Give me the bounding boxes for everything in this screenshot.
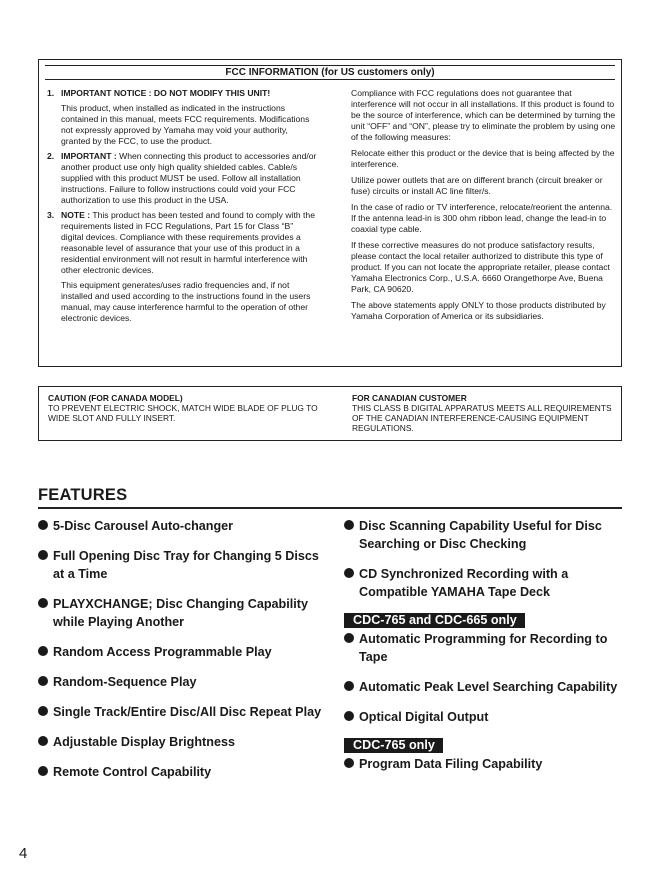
feature-text: Disc Scanning Capability Useful for Disc Searching or Disc Checking	[359, 519, 602, 551]
feature-text: Full Opening Disc Tray for Changing 5 Discs at a Time	[53, 549, 319, 581]
feature-text: Optical Digital Output	[359, 710, 489, 724]
bullet-icon	[38, 676, 48, 686]
bullet-icon	[38, 736, 48, 746]
canadian-customer-body: THIS CLASS B DIGITAL APPARATUS MEETS ALL REQUIREMENTS OF THE CANADIAN INTERFERENCE-CAUSING EQUIPMENT REGULATIONS.	[352, 403, 612, 433]
features-left-column	[38, 517, 328, 793]
bullet-icon	[344, 758, 354, 768]
fcc-paragraph: If these corrective measures do not produce satisfactory results, please contact the local retailer authorized to distribute this type of product. If you can not locate the appropriate retailer, please contact Yamaha Electronics Corp., U.S.A. 6660 Orangethorpe Ave, Buena Park, CA 90620.	[351, 240, 610, 294]
fcc-paragraph: Compliance with FCC regulations does not guarantee that interference will not occur in all installations. If this product is found to be the source of interference, which can be determined by turning the unit “OFF” and “ON”, please try to eliminate the problem by using one of the following measures:	[351, 88, 616, 142]
feature-text: Automatic Peak Level Searching Capability	[359, 680, 618, 694]
feature-item	[38, 733, 328, 751]
feature-text: Random-Sequence Play	[53, 675, 197, 689]
fcc-paragraph: In the case of radio or TV interference, relocate/reorient the antenna. If the antenna lead-in is 300 ohm ribbon lead, change the lead-in to coaxial type cable.	[351, 202, 613, 234]
feature-text: Adjustable Display Brightness	[53, 735, 235, 749]
page-number: 4	[19, 845, 28, 862]
feature-item	[344, 678, 629, 696]
bullet-icon	[38, 766, 48, 776]
fcc-item-number: 3.	[47, 210, 55, 220]
fcc-item-number: 2.	[47, 151, 55, 161]
feature-item	[38, 673, 328, 691]
bullet-icon	[38, 598, 48, 608]
fcc-item-number: 1.	[47, 88, 55, 98]
fcc-notice-item	[47, 210, 317, 324]
feature-item	[344, 755, 629, 773]
feature-text: Automatic Programming for Recording to Tape	[359, 632, 608, 664]
feature-text: PLAYXCHANGE; Disc Changing Capability while Playing Another	[53, 597, 308, 629]
bullet-icon	[38, 706, 48, 716]
bullet-icon	[344, 633, 354, 643]
fcc-item-lead: IMPORTANT :	[61, 151, 117, 161]
canadian-customer-notice	[352, 393, 620, 433]
fcc-notice-list	[47, 88, 317, 328]
fcc-paragraph: Relocate either this product or the device that is being affected by the interference.	[351, 148, 615, 169]
fcc-item-lead: IMPORTANT NOTICE : DO NOT MODIFY THIS UNIT!	[61, 88, 271, 98]
feature-text: Single Track/Entire Disc/All Disc Repeat Play	[53, 705, 322, 719]
fcc-item-lead: NOTE :	[61, 210, 91, 220]
feature-item	[38, 547, 328, 583]
fcc-item-body: When connecting this product to accessories and/or another product use only high quality shielded cables. Cable/s supplied with this product MUST be used. Follow all installation instructions. Failure to follow instructions could void your FCC authorization to use this product in the USA.	[61, 151, 317, 205]
feature-text: Random Access Programmable Play	[53, 645, 272, 659]
feature-item	[38, 703, 328, 721]
fcc-item-body: This product has been tested and found to comply with the requirements listed in FCC Regulations, Part 15 for Class “B” digital devices. Compliance with these requirements provides a reasonable level of assurance that your use of this product in a residential environment will not result in harmful interference with other electronic devices.	[61, 210, 315, 275]
fcc-compliance-text	[351, 88, 616, 327]
bullet-icon	[344, 568, 354, 578]
feature-item	[344, 517, 629, 553]
model-group-765-665	[344, 611, 629, 630]
feature-item	[344, 630, 629, 666]
bullet-icon	[344, 711, 354, 721]
feature-text: 5-Disc Carousel Auto-changer	[53, 519, 234, 533]
feature-item	[344, 708, 629, 726]
features-divider	[38, 507, 622, 509]
canadian-customer-heading: FOR CANADIAN CUSTOMER	[352, 393, 467, 403]
fcc-paragraph: Utilize power outlets that are on different branch (circuit breaker or fuse) circuits or install AC line filter/s.	[351, 175, 603, 196]
canada-caution-heading: CAUTION (FOR CANADA MODEL)	[48, 393, 183, 403]
feature-item	[38, 595, 328, 631]
fcc-notice-item	[47, 88, 317, 147]
canada-caution	[48, 393, 338, 423]
feature-item	[38, 763, 328, 781]
fcc-notice-item	[47, 151, 317, 206]
model-tag: CDC-765 only	[344, 738, 443, 753]
bullet-icon	[344, 681, 354, 691]
model-tag: CDC-765 and CDC-665 only	[344, 613, 525, 628]
features-heading: FEATURES	[38, 486, 128, 504]
feature-item	[38, 643, 328, 661]
feature-item	[38, 517, 328, 535]
canada-caution-body: TO PREVENT ELECTRIC SHOCK, MATCH WIDE BLADE OF PLUG TO WIDE SLOT AND FULLY INSERT.	[48, 403, 318, 423]
canada-notice-box	[38, 386, 622, 441]
bullet-icon	[38, 550, 48, 560]
feature-text: Program Data Filing Capability	[359, 757, 543, 771]
bullet-icon	[38, 520, 48, 530]
bullet-icon	[344, 520, 354, 530]
model-group-765	[344, 736, 629, 755]
feature-text: CD Synchronized Recording with a Compatible YAMAHA Tape Deck	[359, 567, 569, 599]
features-right-column	[344, 517, 629, 783]
fcc-item-body: This product, when installed as indicated in the instructions contained in this manual, meets FCC requirements. Modifications not expressly approved by Yamaha may void your authority, granted by the FCC, to use the product.	[61, 103, 310, 146]
fcc-information-box	[38, 59, 622, 367]
feature-text: Remote Control Capability	[53, 765, 212, 779]
fcc-item-extra: This equipment generates/uses radio frequencies and, if not installed and used according to the instructions found in the users manual, may cause interference harmful to the operation of other electronic devices.	[61, 280, 311, 323]
bullet-icon	[38, 646, 48, 656]
fcc-title: FCC INFORMATION (for US customers only)	[45, 65, 615, 80]
fcc-paragraph: The above statements apply ONLY to those products distributed by Yamaha Corporation of America or its subsidiaries.	[351, 300, 606, 321]
feature-item	[344, 565, 629, 601]
